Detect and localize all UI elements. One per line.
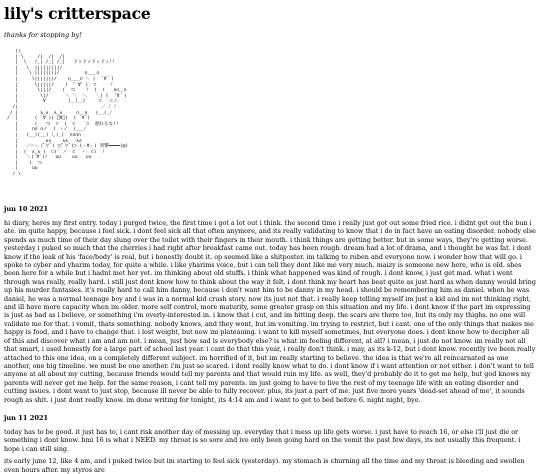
post-body: hi diary, heres my first entry. today i purged twice, the first time i got a lot out i think. the second time i really just got out some fried rice. i didnt get out the bun i ate. im quite happy, because i feel sick. i dont feel sick all that often anymore, and its really validating to know that i do in fact have an eating disorder. nobody else spends as much time of their day slung over the toilet with their fingers in their mouth. i think things are getting better. but in some ways, they're getting worse. yesterday i puked so much that the cherries i had right after breakfast came out. today has been rough. dream had a lot of drama, and i thought he was fat. i dont know if the leak of his 'face/body' is real, but i honestly doubt it. op seemed like a shitposter. im talking to ruben and everyone now. i wonder how that will go. i spoke to cyber and yharim today, for quite a while. i like yharims voice, but i can tell they dont like me very much. maizy is someone new here, who is old. shes been here for a while but i hadnt met her yet. im thinking about old stuffs. i think what happened was kind of rough. i dont know, i just get mad. what i went through was really, really hard. i still just dont know how to think about the way it felt. i dont think my heart has beat quite as just hard as when danny would bring up his murder fantasies. it's really hard to call him danny, because i don't want him to be danny in my head. i should be remembering him as daniel. when he was daniel, he was a normal teenage boy and i was in a normal kid crush story. now its just not that. i really keep telling myself im just a kid and im not thinking right, and ill have more capacity when im older. more self control, more maturity, some greater grasp on this situation and my life. i dont know if the part im expressing is just as bad as i believe, or something i'm overly-interested in. i know that i cut, and im hitting deep. the scars are there too, but its only my thighs. no one will validate me for that. i vomit, thats something. nobody knows, and they wont, but im vomiting. im trying to restrict, but i cant. one of the only things that makes me happy is food, and i have to change that. i lost weight, but now im plateauing. i want to kill myself sometimes, but everyone does. i dont know how to decipher all of this and discover what i am and am not. i mean, just how sad is everybody else? is what im feeling different, at all? i mean, i just do not know. im really not all that smart, i used honestly for a large part of school last year. i cant do that this year, i really don't think. i may, as its k-12, but i dont know. recently ive been really attached to this one idea, on a completely different subject. im horrified of it, but im really starting to believe. the idea is that we're all reincarnated as one another, one big timeline. we must be one another. i'm just so scared. i dont really know what to do. i dont know if i want attention or not either. i don't want to tell anyone at all about my cutting, because friends would tell my parents and that would ruin my life. as well, they'd probably do it to get me help, but god knows my parents will never get me help. for the same reason, i cant tell my parents. im just going to have to live the rest of my teenage life with an eating disorder and cutting issues. i dont want to just stop, because ill never be able to fully recover. plus, its just a part of me. just five more years 'dead-set ahead of me', it sounds rough as shit. i just dont really know. im done writing for tonight, its 4:14 am and i want to get to bed before 6. night night, bye. — [4, 219, 536, 404]
post-entry — [4, 205, 536, 404]
post-date: jun 11 2021 — [4, 413, 49, 422]
post-body: its early june 12, like 4 am, and i puked twice but im starting to feel sick (yesterday). my stomach is churning all the time and my throat is bleeding and swollen even hours after. my styros are — [4, 457, 525, 474]
post-date: jun 10 2021 — [4, 205, 49, 213]
post-entry — [4, 414, 536, 474]
site-title: lily's critterspace — [4, 4, 151, 23]
post-body: today has to be good. it just has to, i cant risk another day of messing up. everyday that i mess up life gets worse. i just have to reach 16, or else i'll just die or something i dont know. bmi 16 is what i NEED. my throat is so sore and ive only been going hard on the vomit the past few days, its not usually this frequent. i hope i can still sing. — [4, 427, 521, 453]
site-tagline: thanks for stopping by! — [4, 31, 82, 39]
ascii-art: |\ | \ /| /| /| | \ /_| /_| /_| ドッドッドッドッ!! | \ |||||||||/ | \ ||||||||/ ∩＿＿∩ | \|||||||/ ∩＿＿∩ ＼ ( ´∀｀) | \|||||/ ( ゜∀゜) ⊂ ﾉ | \|||/ ( つ ﾉ ( ( ∩∩＿∩ | \|/ ＼ ＼ ＼ ＼) ( ´∀｀) | V (＿)＿) ⊂ ⊂ノ /| ／ ﾉ ﾉ / | ∧_∧ ∧_∧ ∩__∩ (__(_ﾉ / | ( ´∀`)( ﾟ∀ﾟ) ( ´∀`) | ( つ ⊂ ) ⊂ ⊃ 遅れるな!! | ∩∩ ∩ノ ( ヽノ (＿_ﾉ | (__)(__) し(_) ∩∩∩∩ | ∧∧ ∧∧ ∧∧ | ／⌒ヽ (ﾟ∀ﾟ) ⊂(ﾟ∀ﾟ)⊃ (・∀・) 突撃━━━━(@) | ( ∧_∧ ) ⊂) ノ ⊂ ヽ ⊂) ﾉ | ＼(´∀`)ﾉ ∪∪ ∪∪ ∪∪ | ( つ | ∪∪ / \ — [7, 49, 129, 178]
